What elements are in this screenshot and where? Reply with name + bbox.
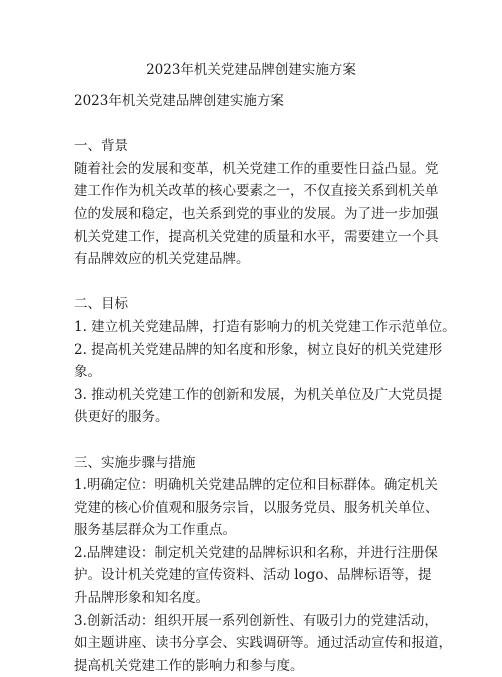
list-item-line: 护。设计机关党建的宣传资料、活动 logo、品牌标语等，提 xyxy=(74,567,432,584)
list-item-line: 如主题讲座、读书分享会、实践调研等。通过活动宣传和报道， xyxy=(74,635,452,652)
spacer xyxy=(74,429,434,452)
document-title: 2023年机关党建品牌创建实施方案 xyxy=(146,62,356,78)
paragraph-line: 位的发展和稳定，也关系到党的事业的发展。为了进一步加强 xyxy=(74,205,439,222)
paragraph-line: 有品牌效应的机关党建品牌。 xyxy=(74,251,250,268)
paragraph-line: 建工作作为机关改革的核心要素之一，不仅直接关系到机关单 xyxy=(74,183,439,200)
section-heading-steps: 三、实施步骤与措施 xyxy=(74,454,196,471)
section-heading-goals: 二、目标 xyxy=(74,296,128,313)
list-item-line: 3. 推动机关党建工作的创新和发展，为机关单位及广大党员提 xyxy=(74,386,443,403)
document-subtitle: 2023年机关党建品牌创建实施方案 xyxy=(74,93,284,109)
paragraph-line: 机关党建工作，提高机关党建的质量和水平，需要建立一个具 xyxy=(74,228,439,245)
section-heading-background: 一、背景 xyxy=(74,138,128,155)
list-item-line: 1.明确定位：明确机关党建品牌的定位和目标群体。确定机关 xyxy=(74,477,438,494)
list-item-line: 升品牌形象和知名度。 xyxy=(74,590,209,607)
list-item-line: 2.品牌建设：制定机关党建的品牌标识和名称，并进行注册保 xyxy=(74,544,438,561)
list-item-line: 服务基层群众为工作重点。 xyxy=(74,522,236,539)
spacer xyxy=(74,113,434,136)
list-item-line: 提高机关党建工作的影响力和参与度。 xyxy=(74,657,304,674)
list-item-line: 党建的核心价值观和服务宗旨，以服务党员、服务机关单位、 xyxy=(74,499,439,516)
list-item-line: 象。 xyxy=(74,364,101,381)
document-body xyxy=(74,90,456,677)
list-item-line: 3.创新活动：组织开展一系列创新性、有吸引力的党建活动， xyxy=(74,612,438,629)
list-item-line: 供更好的服务。 xyxy=(74,409,169,426)
spacer xyxy=(74,271,434,294)
list-item-line: 2. 提高机关党建品牌的知名度和形象，树立良好的机关党建形 xyxy=(74,341,443,358)
paragraph-line: 随着社会的发展和变革，机关党建工作的重要性日益凸显。党 xyxy=(74,160,439,177)
list-item-line: 1. 建立机关党建品牌，打造有影响力的机关党建工作示范单位。 xyxy=(74,318,456,335)
